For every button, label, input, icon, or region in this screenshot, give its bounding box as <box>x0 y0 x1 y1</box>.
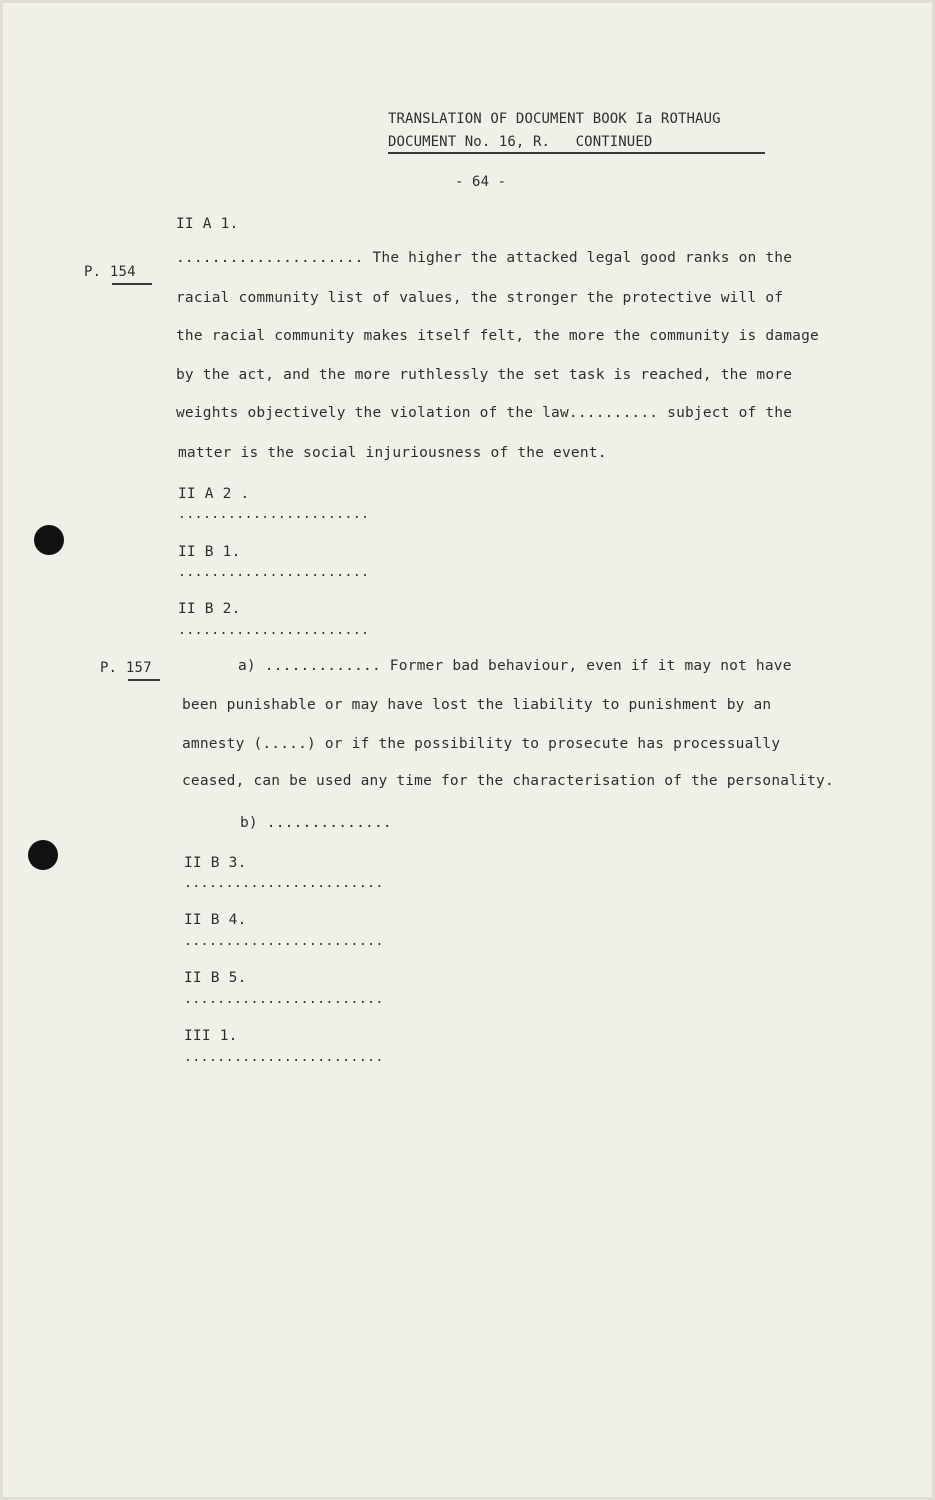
section-heading: II B 3. <box>184 855 247 871</box>
omission-dots: ....................... <box>178 507 370 522</box>
text-line: amnesty (.....) or if the possibility to prosecute has processually <box>182 736 781 752</box>
section-heading: II B 4. <box>184 912 247 928</box>
header-title: TRANSLATION OF DOCUMENT BOOK Ia ROTHAUG <box>388 111 721 127</box>
margin-page-ref: P. 154 <box>84 264 136 280</box>
page-number: - 64 - <box>455 174 507 190</box>
text-line: racial community list of values, the stronger the protective will of <box>176 290 784 306</box>
omission-dots: ........................ <box>184 992 384 1007</box>
header-underline <box>388 152 765 154</box>
text-line: been punishable or may have lost the liability to punishment by an <box>182 697 772 713</box>
omission-dots: ........................ <box>184 934 384 949</box>
punch-hole <box>34 525 64 555</box>
header-subtitle: DOCUMENT No. 16, R. CONTINUED <box>388 134 653 150</box>
margin-ref-underline <box>128 679 160 681</box>
text-line: the racial community makes itself felt, the more the community is damage <box>176 328 819 344</box>
text-line: ..................... The higher the attacked legal good ranks on the <box>176 250 793 266</box>
section-heading: II B 5. <box>184 970 247 986</box>
text-line: by the act, and the more ruthlessly the set task is reached, the more <box>176 367 793 383</box>
section-heading: II A 2 . <box>178 486 250 502</box>
text-line: weights objectively the violation of the law.......... subject of the <box>176 405 793 421</box>
omission-dots: ........................ <box>184 1050 384 1065</box>
section-heading: II B 2. <box>178 601 241 617</box>
text-line: matter is the social injuriousness of the event. <box>178 445 607 461</box>
punch-hole <box>28 840 58 870</box>
margin-ref-underline <box>112 283 152 285</box>
text-line: ceased, can be used any time for the characterisation of the personality. <box>182 773 834 789</box>
omission-dots: ....................... <box>178 565 370 580</box>
omission-dots: ....................... <box>178 623 370 638</box>
margin-page-ref: P. 157 <box>100 660 152 676</box>
section-heading: III 1. <box>184 1028 238 1044</box>
omission-dots: ........................ <box>184 876 384 891</box>
section-heading: II A 1. <box>176 216 239 232</box>
section-heading: II B 1. <box>178 544 241 560</box>
text-line: a) ............. Former bad behaviour, even if it may not have <box>238 658 792 674</box>
text-line: b) .............. <box>240 815 392 831</box>
